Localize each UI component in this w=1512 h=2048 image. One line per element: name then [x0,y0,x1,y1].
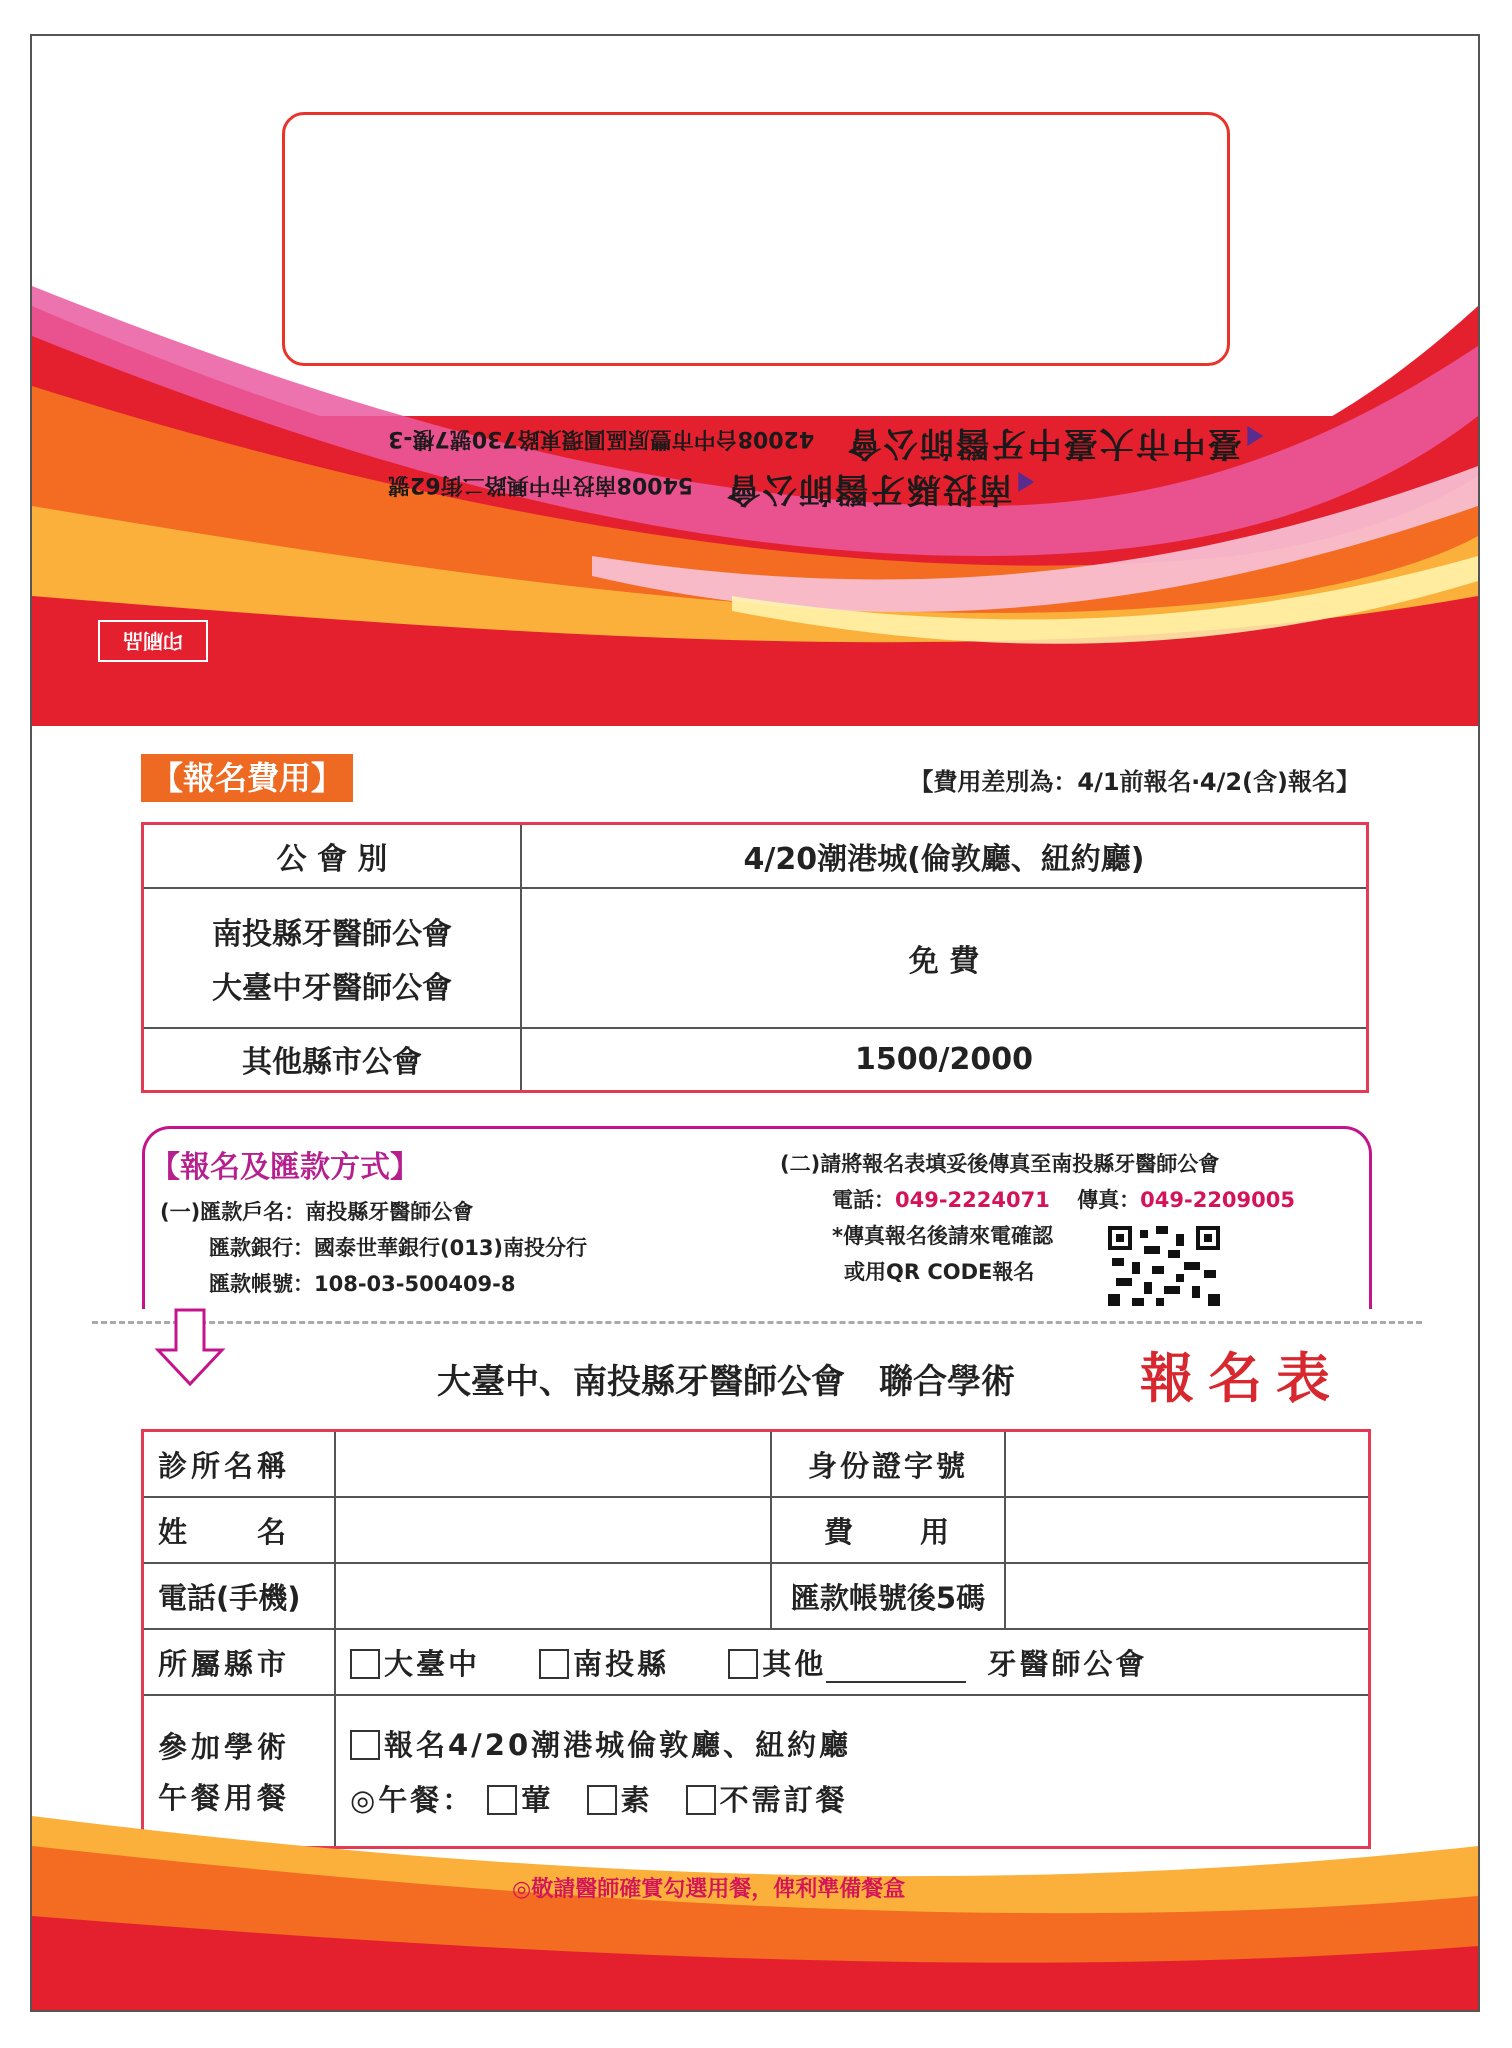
id-label: 身份證字號 [771,1431,1005,1498]
recipient-address-1 [388,422,1275,471]
contact-line [832,1184,1295,1214]
option-label: 素 [620,1783,653,1817]
phone-number: 049-2224071 [895,1188,1050,1212]
down-arrow-icon [154,1308,226,1388]
fee-table-header [143,824,1368,888]
bottom-swoosh-graphic [32,1806,1478,2010]
cut-line [92,1321,1422,1324]
form-title: 大臺中、南投縣牙醫師公會 聯合學術 [437,1362,1015,1402]
clinic-field[interactable] [335,1431,771,1498]
org-line: 南投縣牙醫師公會 [212,916,452,952]
recipient-address-2 [388,468,1046,517]
fee-header-org: 公 會 別 [143,824,522,888]
county-option-nantou[interactable] [539,1647,669,1681]
org-line: 大臺中牙醫師公會 [212,970,452,1006]
account-field[interactable] [1005,1563,1370,1629]
phone-field[interactable] [335,1563,771,1629]
form-title-highlight: 報名表 [1140,1346,1344,1410]
recipient-address-text: 54008南投市中興路二街62號 [388,472,694,497]
form-row [143,1497,1370,1563]
name-field[interactable] [335,1497,771,1563]
fee-table [141,822,1369,1093]
fee-note: 【費用差別為：4/1前報名‧4/2(含)報名】 [909,768,1360,796]
form-row [143,1629,1370,1695]
registration-form-table [141,1429,1371,1849]
triangle-bullet-icon [1247,427,1263,447]
checkbox[interactable] [350,1730,380,1760]
registration-flyer [30,34,1480,2012]
triangle-bullet-icon [1018,473,1034,493]
county-option-other[interactable] [728,1647,966,1681]
lunch-label: ◎午餐： [350,1783,475,1817]
county-suffix: 牙醫師公會 [987,1646,1148,1681]
phone-label: 電話： [832,1188,895,1212]
fee-row-value: 免 費 [521,888,1368,1028]
fax-label: 傳真： [1077,1188,1141,1212]
recipient-org: 南投縣牙醫師公會 [724,469,1013,509]
clinic-label: 診所名稱 [143,1431,336,1498]
option-label: 葷 [521,1783,554,1817]
fee-row [143,888,1368,1028]
fee-field[interactable] [1005,1497,1370,1563]
bottom-note: ◎敬請醫師確實勾選用餐，俾利準備餐盒 [512,1877,906,1902]
checkbox[interactable] [728,1649,758,1679]
recipient-org: 臺中市大臺中牙醫師公會 [845,423,1242,463]
payment-account-number: 匯款帳號：108-03-500409-8 [209,1272,516,1296]
option-label: 大臺中 [384,1646,481,1681]
form-row [143,1431,1370,1498]
address-window [282,112,1230,366]
county-options [335,1629,1370,1695]
name-label: 姓 名 [143,1497,336,1563]
fee-row-org: 其他縣市公會 [143,1028,522,1092]
option-label: 不需訂餐 [719,1783,848,1817]
county-label: 所屬縣市 [143,1629,336,1695]
checkbox[interactable] [350,1649,380,1679]
fee-header-event: 4/20潮港城(倫敦廳、紐約廳) [521,824,1368,888]
fee-label: 費 用 [771,1497,1005,1563]
other-county-blank[interactable] [826,1657,966,1683]
attend-option-label: 報名4/20潮港城倫敦廳、紐約廳 [384,1728,852,1762]
attend-option[interactable] [350,1723,1368,1764]
id-field[interactable] [1005,1431,1370,1498]
payment-bank: 匯款銀行：國泰世華銀行(013)南投分行 [209,1236,588,1260]
option-label: 其他 [762,1646,827,1681]
payment-section-title: 【報名及匯款方式】 [150,1150,420,1185]
fax-number: 049-2209005 [1140,1188,1295,1212]
fee-row [143,1028,1368,1092]
qr-code-icon[interactable] [1108,1226,1220,1306]
payment-account-name: (一)匯款戶名：南投縣牙醫師公會 [160,1200,474,1224]
recipient-address-text: 42008台中市豐原區圓環東路730號7樓-3 [388,426,815,451]
qr-note: 或用QR CODE報名 [844,1260,1035,1284]
option-label: 南投縣 [573,1646,670,1681]
fee-section-title: 【報名費用】 [141,754,353,802]
fee-row-org [143,888,522,1028]
attend-label-line: 參加學術 [158,1730,291,1764]
phone-label: 電話(手機) [143,1563,336,1629]
fax-instruction: (二)請將報名表填妥後傳真至南投縣牙醫師公會 [780,1152,1220,1176]
attend-label-line: 午餐用餐 [158,1781,291,1815]
form-row [143,1563,1370,1629]
account-label: 匯款帳號後5碼 [771,1563,1005,1629]
checkbox[interactable] [539,1649,569,1679]
confirm-note: *傳真報名後請來電確認 [832,1224,1053,1248]
fee-row-value: 1500/2000 [521,1028,1368,1092]
county-option-taichung[interactable] [350,1647,480,1681]
print-stamp: 印刷品 [98,620,208,662]
